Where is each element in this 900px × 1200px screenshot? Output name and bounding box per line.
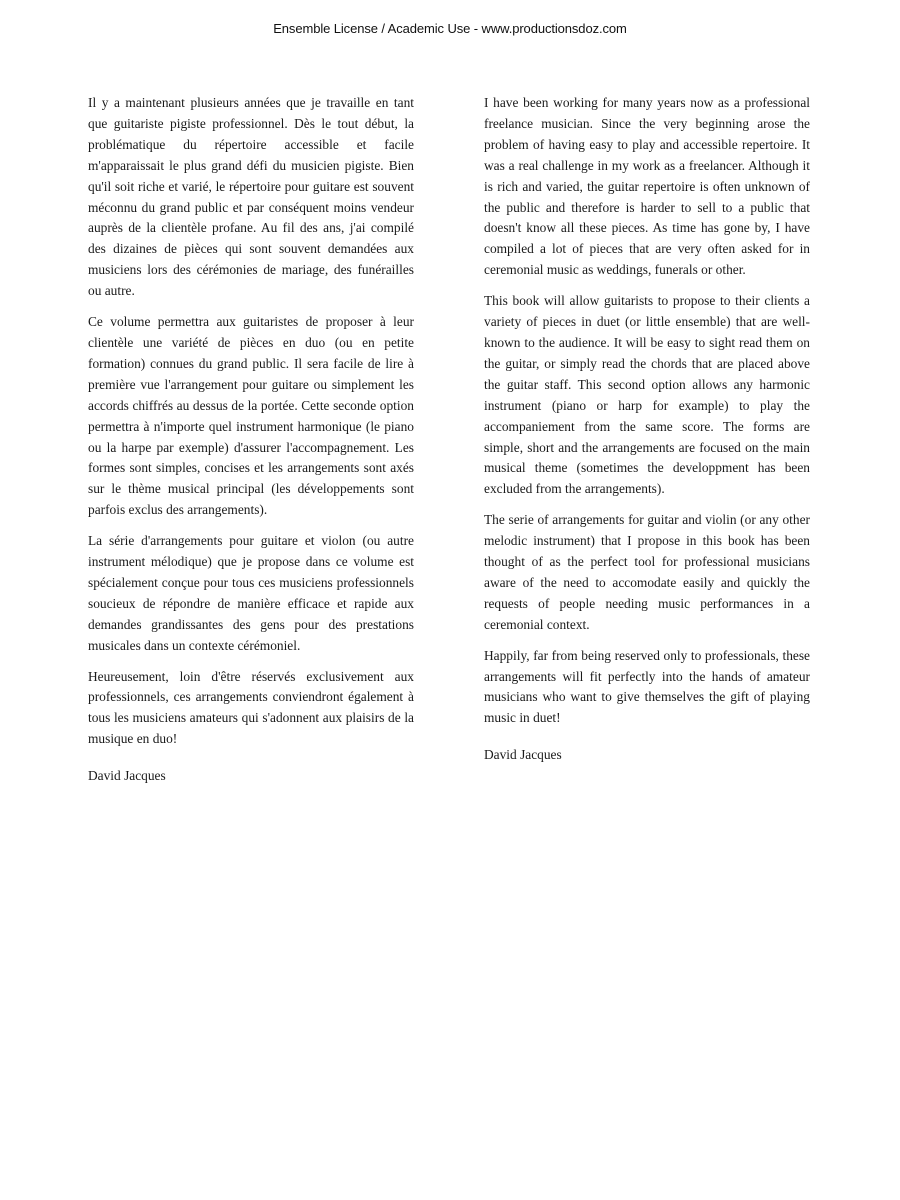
french-signature: David Jacques xyxy=(88,768,166,784)
license-header: Ensemble License / Academic Use - www.productionsdoz.com xyxy=(273,21,627,36)
french-column xyxy=(88,93,414,797)
english-paragraph-3: The serie of arrangements for guitar and violin (or any other melodic instrument) that I propose in this book has been thought of as the perfect tool for professional musicians aware of the need to accomodate easily and quickly the requests of people needing music performances in a ceremonial context. xyxy=(484,512,810,632)
french-paragraph-1: Il y a maintenant plusieurs années que je travaille en tant que guitariste pigiste professionnel. Dès le tout début, la problématique du répertoire accessible et facile m'apparaissait le plus grand défi du musicien pigiste. Bien qu'il soit riche et varié, le répertoire pour guitare est souvent méconnu du grand public et par conséquent moins vendeur auprès de la clientèle profane. Au fil des ans, j'ai compilé des dizaines de pièces qui sont souvent demandées aux musiciens lors des cérémonies de mariage, des funérailles ou autre. xyxy=(88,95,414,299)
english-signature: David Jacques xyxy=(484,747,562,763)
french-paragraph-2: Ce volume permettra aux guitaristes de proposer à leur clientèle une variété de pièces en duo (ou en petite formation) connues du grand public. Il sera facile de lire à première vue l'arrangement pour guitare ou simplement les accords chiffrés au dessus de la portée. Cette seconde option permettra à n'importe quel instrument harmonique (le piano ou la harpe par exemple) d'assurer l'accompagnement. Les formes sont simples, concises et les arrangements sont axés sur le thème musical principal (les développements sont parfois exclus des arrangements). xyxy=(88,314,414,518)
french-paragraph-4: Heureusement, loin d'être réservés exclusivement aux professionnels, ces arrangements conviendront également à tous les musiciens amateurs qui s'adonnent aux plaisirs de la musique en duo! xyxy=(88,668,414,747)
english-paragraph-1: I have been working for many years now as a professional freelance musician. Since the very beginning arose the problem of having easy to play and accessible repertoire. It was a real challenge in my work as a freelancer. Although it is rich and varied, the guitar repertoire is often unknown of the public and therefore is harder to sell to a public that doesn't know all these pieces. As time has gone by, I have compiled a lot of pieces that are very often asked for in ceremonial music as weddings, funerals or other. xyxy=(484,95,810,278)
english-column xyxy=(484,93,810,776)
french-paragraph-3: La série d'arrangements pour guitare et violon (ou autre instrument mélodique) que je propose dans ce volume est spécialement conçue pour tous ces musiciens professionnels soucieux de répondre de manière efficace et rapide aux demandes grandissantes des gens pour des prestations musicales dans un contexte cérémoniel. xyxy=(88,533,414,653)
english-paragraph-4: Happily, far from being reserved only to professionals, these arrangements will fit perfectly into the hands of amateur musicians who want to give themselves the gift of playing music in duet! xyxy=(484,647,810,726)
english-paragraph-2: This book will allow guitarists to propose to their clients a variety of pieces in duet (or little ensemble) that are well-known to the audience. It will be easy to sight read them on the guitar, or simply read the chords that are placed above the guitar staff. This second option allows any harmonic instrument (piano or harp for example) to play the accompaniement from the same score. The forms are simple, short and the arrangements are focused on the main musical theme (sometimes the developpment has been excluded from the arrangements). xyxy=(484,293,810,497)
